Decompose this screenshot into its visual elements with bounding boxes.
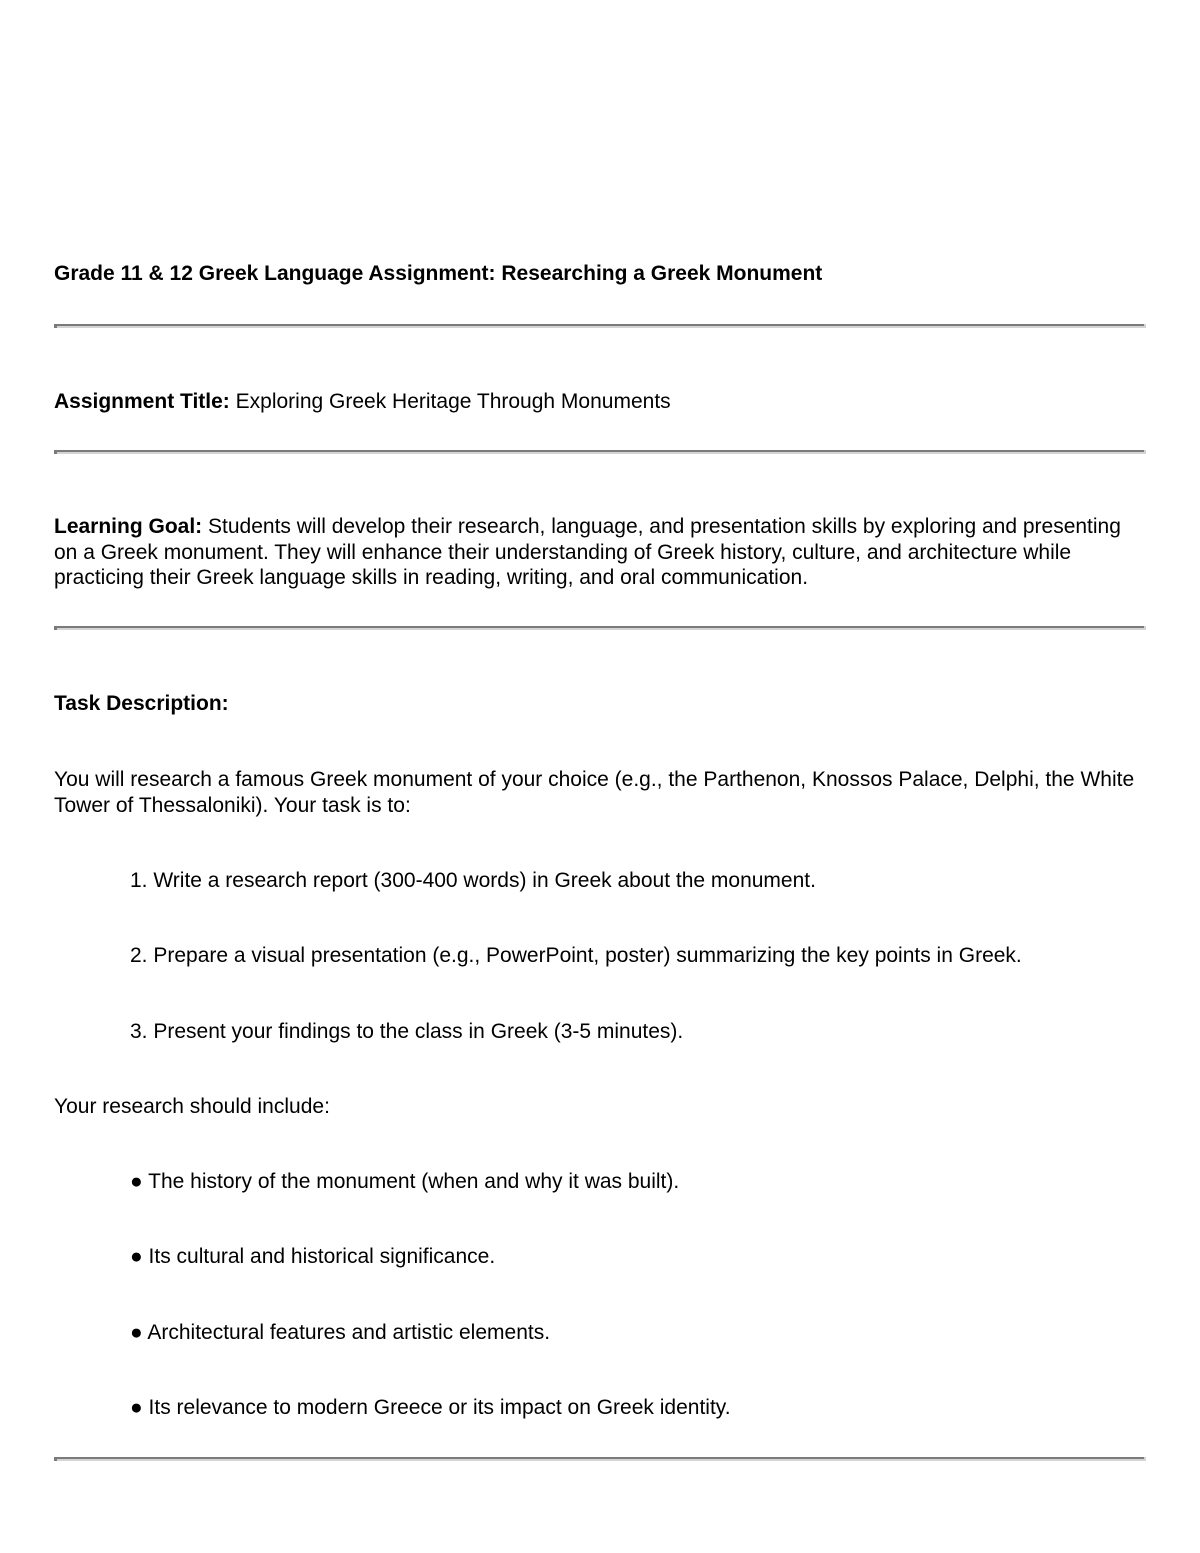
- horizontal-rule: [54, 626, 1146, 630]
- task-step: 2. Prepare a visual presentation (e.g., PowerPoint, poster) summarizing the key points in Greek.: [130, 944, 1022, 967]
- task-intro: You will research a famous Greek monument of your choice (e.g., the Parthenon, Knossos Palace, Delphi, the White Tower of Thessaloniki). Your task is to:: [54, 768, 1135, 817]
- document-title: Grade 11 & 12 Greek Language Assignment: Researching a Greek Monument: [54, 262, 823, 285]
- research-bullet: ● Its cultural and historical significance.: [130, 1245, 496, 1268]
- assignment-title-value: Exploring Greek Heritage Through Monuments: [229, 390, 671, 413]
- research-bullet: ● Its relevance to modern Greece or its impact on Greek identity.: [130, 1396, 731, 1419]
- assignment-title-label: Assignment Title:: [54, 390, 230, 413]
- horizontal-rule: [54, 450, 1146, 454]
- task-heading: Task Description:: [54, 692, 229, 715]
- horizontal-rule: [54, 324, 1146, 328]
- learning-goal-text: Students will develop their research, language, and presentation skills by exploring and presenting on a Greek monument. They will enhance their understanding of Greek history, culture, and architecture while practicing their Greek language skills in reading, writing, and oral communication.: [54, 515, 1121, 589]
- task-step: 3. Present your findings to the class in Greek (3-5 minutes).: [130, 1020, 684, 1043]
- research-bullet: ● Architectural features and artistic elements.: [130, 1321, 551, 1344]
- assignment-title-line: [54, 389, 1146, 415]
- task-step: 1. Write a research report (300-400 words) in Greek about the monument.: [130, 869, 816, 892]
- horizontal-rule: [54, 1457, 1146, 1461]
- research-bullet: ● The history of the monument (when and why it was built).: [130, 1170, 680, 1193]
- learning-goal-paragraph: [54, 514, 1146, 591]
- research-include-intro: Your research should include:: [54, 1095, 330, 1118]
- learning-goal-label: Learning Goal:: [54, 515, 203, 538]
